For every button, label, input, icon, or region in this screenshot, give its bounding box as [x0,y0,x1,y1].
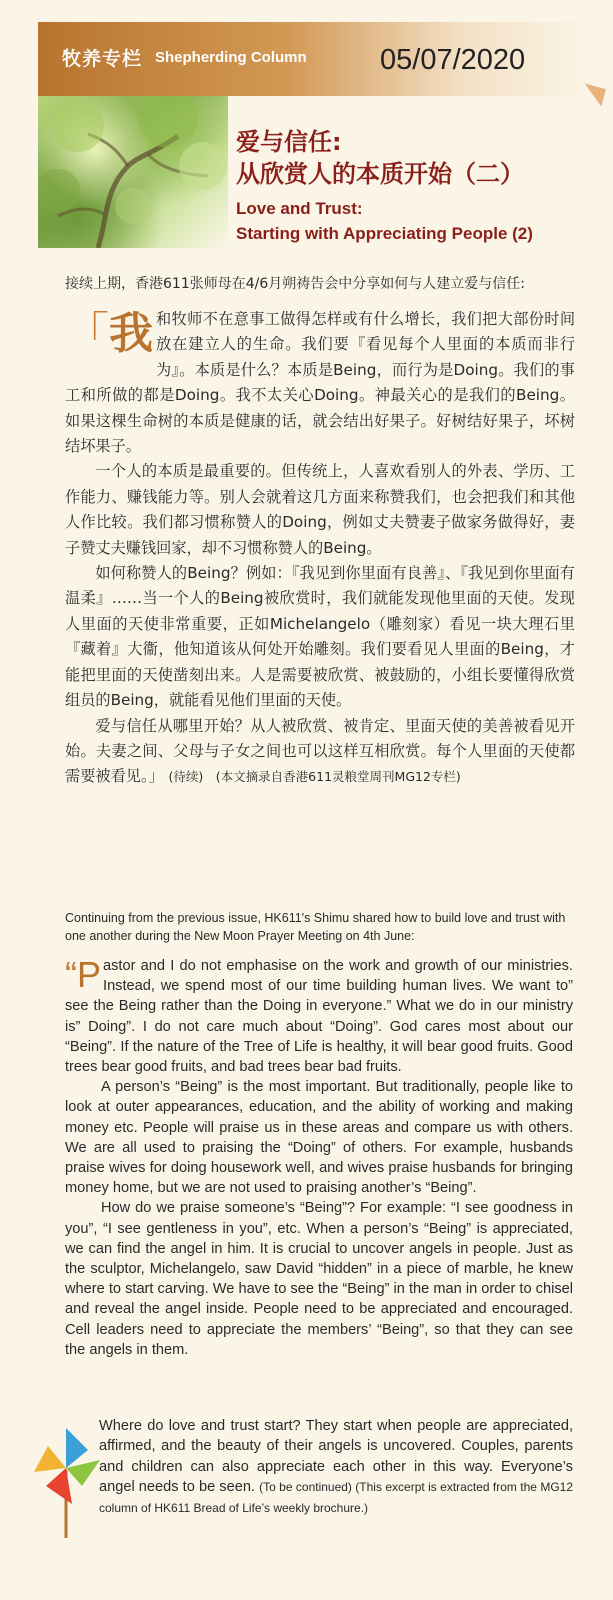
english-paragraph-1: astor and I do not emphasise on the work and growth of our ministries. Instead, we spend most of our time building human lives. We want to” see the Being rather than the Doing in everyone.” What we do in our ministry is” Doing”. I do not care much about “Doing”. God cares most about our “Being”. If the nature of the Tree of Life is healthy, it will bear good fruits. Good trees bear good fruits, and bad trees bear bad fruits. [65,958,573,1076]
english-note: (To be continued) (This excerpt is extracted from the MG12 column of HK611 Bread of Life’s weekly brochure.) [99,1480,574,1515]
corner-arrow-icon [580,83,606,106]
title-cn-line2: 从欣赏人的本质开始（二） [236,160,524,188]
english-body [65,956,573,1360]
chinese-paragraph-4: 爱与信任从哪里开始？从人被欣赏、被肯定、里面天使的美善被看见开始。夫妻之间、父母与子女之间也可以这样互相欣赏。每个人里面的天使都需要被看见。」 [65,716,575,786]
english-intro: Continuing from the previous issue, HK611's Shimu shared how to build love and trust with one another during the New Moon Prayer Meeting on 4th June: [65,911,566,943]
english-paragraph-3: How do we praise someone’s “Being”? For example: “I see goodness in you”, “I see gentleness in you”, etc. When a person’s “Being” is appreciated, we can find the angel in him. It is crucial to uncover angels in people. Just as the sculptor, Michelangelo, saw David “hidden” in a piece of marble, he knew where to start carving. We have to see the “Being” in the man in order to chisel and reveal the angel inside. People need to be appreciated and encouraged. Cell leaders need to appreciate the members’ “Being”, so that they can see the angels in them. [65,1200,573,1358]
column-title-en: Shepherding Column [155,49,307,66]
english-paragraph-2: A person’s “Being” is the most important. But traditionally, people like to look at outer appearances, education, and the ability of working and making money etc. People will praise us in these areas and compare us with others. We are all used to praising the “Doing” of others. For example, husbands praise wives for doing housework well, and wives praise husbands for bringing money home, but we are not used to praising another’s “Being”. [65,1079,573,1197]
pinwheel-icon [32,1420,102,1545]
chinese-body [65,307,575,790]
issue-date: 05/07/2020 [380,44,526,76]
chinese-paragraph-3: 如何称赞人的Being？例如：『我见到你里面有良善』、『我见到你里面有温柔』……当一个人的Being被欣赏时，我们就能发现他里面的天使。发现人里面的天使非常重要，正如Michelangelo（雕刻家）看见一块大理石里『藏着』大衞，他知道该从何处开始雕刻。我们要看见人里面的Being，才能把里面的天使凿刻出来。人是需要被欣赏、被鼓励的，小组长要懂得欣赏组员的Being，就能看见他们里面的天使。 [65,564,575,710]
english-paragraph-4: Where do love and trust start? They start when people are appreciated, affirmed, and the beauty of their angels is uncovered. Couples, parents and children can also appreciate each other in this way. Everyone’s angel needs to be seen. [99,1418,573,1496]
chinese-paragraph-2: 一个人的本质是最重要的。但传统上，人喜欢看别人的外表、学历、工作能力、赚钱能力等。别人会就着这几方面来称赞我们，也会把我们和其他人作比较。我们都习惯称赞人的Doing，例如丈夫赞妻子做家务做得好，妻子赞丈夫赚钱回家，却不习惯称赞人的Being。 [65,462,575,557]
chinese-intro: 接续上期，香港611张师母在4/6月朔祷告会中分享如何与人建立爱与信任: [65,276,525,292]
chinese-paragraph-1: 和牧师不在意事工做得怎样或有什么增长，我们把大部份时间放在建立人的生命。我们要『看见每个人里面的本质而非行为』。本质是什么？本质是Being，而行为是Doing。我们的事工和所做的都是Doing。我不太关心Doing。神最关心的是我们的Being。如果这棵生命树的本质是健康的话，就会结出好果子。好树结好果子，坏树结坏果子。 [65,310,575,456]
title-en-line1: Love and Trust: [236,199,363,218]
english-drop-cap: “P [65,954,102,995]
english-closing [99,1416,573,1518]
title-cn-line1: 爱与信任: [236,128,342,156]
chinese-note: (待续) (本文摘录自香港611灵粮堂周刊MG12专栏) [168,769,461,785]
column-title-cn: 牧养专栏 [62,48,143,70]
article-title-cn [236,126,524,190]
tree-foliage-image [38,96,228,248]
article-title-en [236,196,533,246]
title-en-line2: Starting with Appreciating People (2) [236,224,533,243]
chinese-drop-cap: 「我 [65,308,153,359]
